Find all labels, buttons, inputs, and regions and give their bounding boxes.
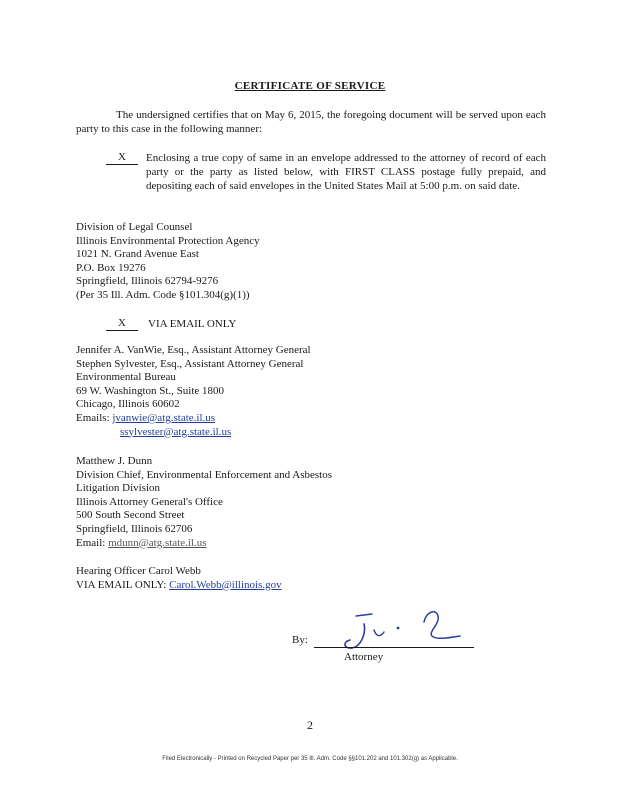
email-row bbox=[76, 537, 332, 551]
address-line: Springfield, Illinois 62706 bbox=[76, 522, 193, 535]
recipient-block-dunn bbox=[76, 455, 332, 550]
address-line: Litigation Division bbox=[76, 482, 161, 495]
email-prefix: VIA EMAIL ONLY: bbox=[76, 578, 167, 591]
address-line: 500 South Second Street bbox=[76, 509, 185, 522]
email-link-sylvester[interactable]: ssylvester@atg.state.il.us bbox=[120, 425, 232, 438]
address-line: Division Chief, Environmental Enforcement and Asbestos bbox=[76, 468, 333, 481]
address-line: (Per 35 Ill. Adm. Code §101.304(g)(1)) bbox=[76, 288, 250, 301]
recipient-block-hearing-officer bbox=[76, 565, 282, 592]
signature-line bbox=[314, 647, 474, 648]
address-line: Illinois Environmental Protection Agency bbox=[76, 234, 260, 247]
email-label: Email: bbox=[76, 536, 106, 549]
filing-footer: Filed Electronically - Printed on Recycled Paper per 35 Ill. Adm. Code §§101.202 and 101.302(g) as Applicable. bbox=[162, 756, 458, 762]
recipient-block-attorney-general bbox=[76, 344, 311, 439]
email-method-text: VIA EMAIL ONLY bbox=[148, 318, 237, 330]
recipient-block-agency bbox=[76, 221, 260, 303]
address-line: Division of Legal Counsel bbox=[76, 221, 193, 233]
address-line: Illinois Attorney General's Office bbox=[76, 495, 223, 508]
signature-role: Attorney bbox=[344, 651, 384, 663]
intro-paragraph: The undersigned certifies that on May 6, 2015, the foregoing document will be served upon each party to this case in the following manner: bbox=[76, 109, 546, 135]
address-line: Chicago, Illinois 60602 bbox=[76, 398, 180, 411]
emails-label: Emails: bbox=[76, 411, 110, 424]
address-line: Springfield, Illinois 62794-9276 bbox=[76, 275, 219, 288]
address-line: Environmental Bureau bbox=[76, 371, 176, 384]
email-method-mark: X bbox=[106, 317, 138, 331]
page-number: 2 bbox=[307, 718, 313, 732]
email-row bbox=[76, 579, 282, 593]
document-title: CERTIFICATE OF SERVICE bbox=[234, 80, 386, 92]
emails-row-2 bbox=[76, 426, 311, 440]
mail-method-mark: X bbox=[106, 151, 138, 165]
mail-method-text: Enclosing a true copy of same in an envelope addressed to the attorney of record of each party or the party as listed below, with FIRST CLASS postage fully prepaid, and depositing each of said envelopes in the United States Mail at 5:00 p.m. on said date. bbox=[146, 152, 546, 192]
address-line: 1021 N. Grand Avenue East bbox=[76, 248, 199, 261]
address-line: Hearing Officer Carol Webb bbox=[76, 565, 201, 577]
email-link-vanwie[interactable]: jvanwie@atg.state.il.us bbox=[112, 411, 216, 424]
emails-row bbox=[76, 412, 311, 426]
email-link-webb[interactable]: Carol.Webb@illinois.gov bbox=[169, 578, 282, 591]
address-line: Matthew J. Dunn bbox=[76, 455, 153, 467]
email-link-dunn[interactable]: mdunn@atg.state.il.us bbox=[108, 536, 207, 549]
signature-by-label: By: bbox=[292, 634, 308, 646]
address-line: P.O. Box 19276 bbox=[76, 261, 146, 274]
address-line: Jennifer A. VanWie, Esq., Assistant Attorney General bbox=[76, 344, 311, 356]
address-line: Stephen Sylvester, Esq., Assistant Attorney General bbox=[76, 357, 304, 370]
address-line: 69 W. Washington St., Suite 1800 bbox=[76, 384, 225, 397]
